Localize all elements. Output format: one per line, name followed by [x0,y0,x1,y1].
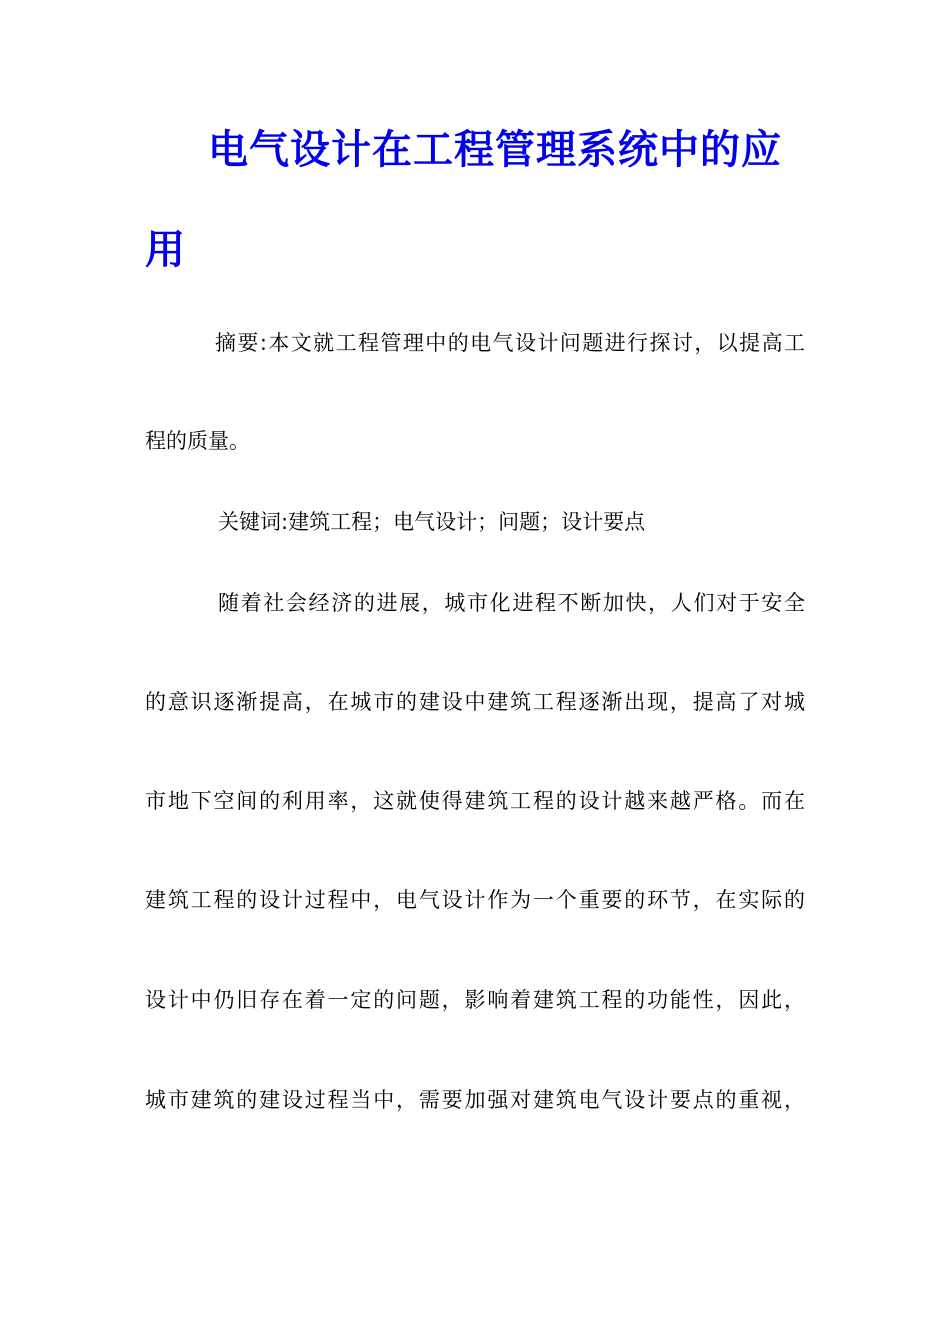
body-line-3: 市地下空间的利用率，这就使得建筑工程的设计越来越严格。而在 [145,789,805,813]
body-line-2: 的意识逐渐提高，在城市的建设中建筑工程逐渐出现，提高了对城 [145,690,805,714]
body-line-5: 设计中仍旧存在着一定的问题，影响着建筑工程的功能性，因此， [145,988,805,1012]
keywords-line: 关键词:建筑工程；电气设计；问题；设计要点 [218,510,646,534]
document-title-line-1: 电气设计在工程管理系统中的应 [208,126,782,173]
document-title-line-2: 用 [145,226,185,273]
body-line-4: 建筑工程的设计过程中，电气设计作为一个重要的环节，在实际的 [145,888,805,912]
abstract-line-2: 程的质量。 [145,429,250,453]
body-line-6: 城市建筑的建设过程当中，需要加强对建筑电气设计要点的重视， [145,1088,805,1112]
abstract-line-1: 摘要:本文就工程管理中的电气设计问题进行探讨，以提高工 [215,331,805,355]
body-line-1: 随着社会经济的进展，城市化进程不断加快，人们对于安全 [218,591,805,615]
